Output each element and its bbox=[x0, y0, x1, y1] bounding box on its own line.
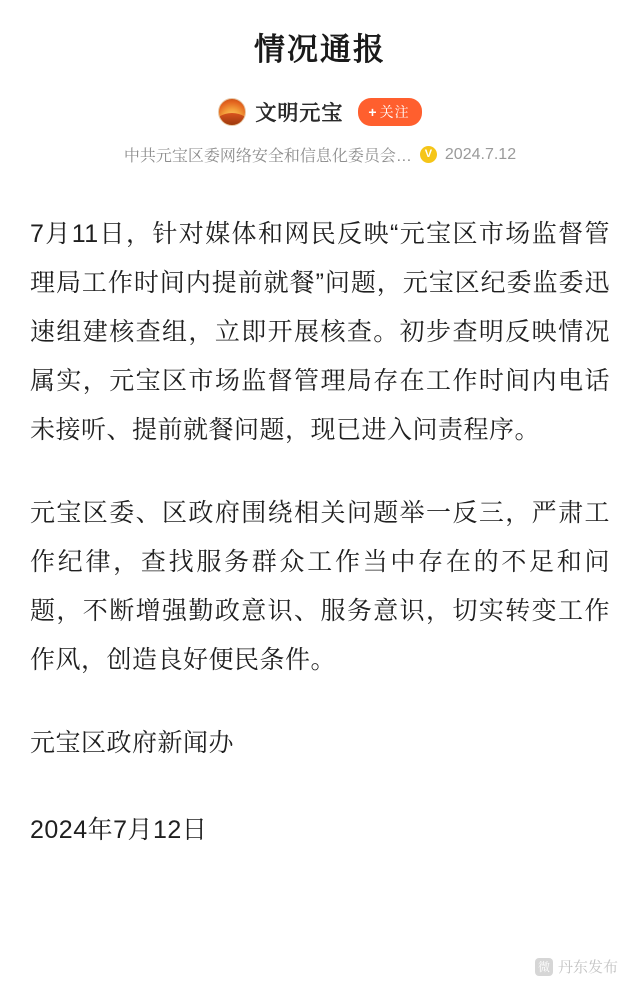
source-row bbox=[0, 143, 640, 166]
signature: 元宝区政府新闻办 bbox=[30, 729, 235, 757]
signature-date: 2024年7月12日 bbox=[30, 816, 208, 844]
paragraph: 7月11日，针对媒体和网民反映“元宝区市场监督管理局工作时间内提前就餐”问题，元宝区纪委监委迅速组建核查组，立即开展核查。初步查明反映情况属实，元宝区市场监督管理局存在工作时间内电话未接听、提前就餐问题，现已进入问责程序。 bbox=[30, 220, 610, 444]
weibo-icon: 微 bbox=[535, 958, 553, 976]
follow-button-label: 关注 bbox=[379, 104, 410, 120]
article-header bbox=[0, 0, 640, 166]
author-name[interactable]: 文明元宝 bbox=[255, 102, 344, 125]
plus-icon: + bbox=[368, 104, 378, 120]
watermark-label: 丹东发布 bbox=[557, 959, 618, 976]
paragraph: 元宝区委、区政府围绕相关问题举一反三，严肃工作纪律，查找服务群众工作当中存在的不足和问题，不断增强勤政意识、服务意识，切实转变工作作风，创造良好便民条件。 bbox=[30, 499, 610, 674]
follow-button[interactable] bbox=[358, 98, 421, 126]
page-title: 情况通报 bbox=[254, 32, 386, 67]
article-body bbox=[0, 210, 640, 855]
source-name: 中共元宝区委网络安全和信息化委员会… bbox=[123, 148, 412, 165]
publish-date: 2024.7.12 bbox=[444, 145, 517, 163]
avatar[interactable] bbox=[218, 98, 246, 126]
watermark bbox=[535, 956, 618, 977]
verified-icon: V bbox=[420, 146, 437, 163]
author-row bbox=[0, 97, 640, 127]
